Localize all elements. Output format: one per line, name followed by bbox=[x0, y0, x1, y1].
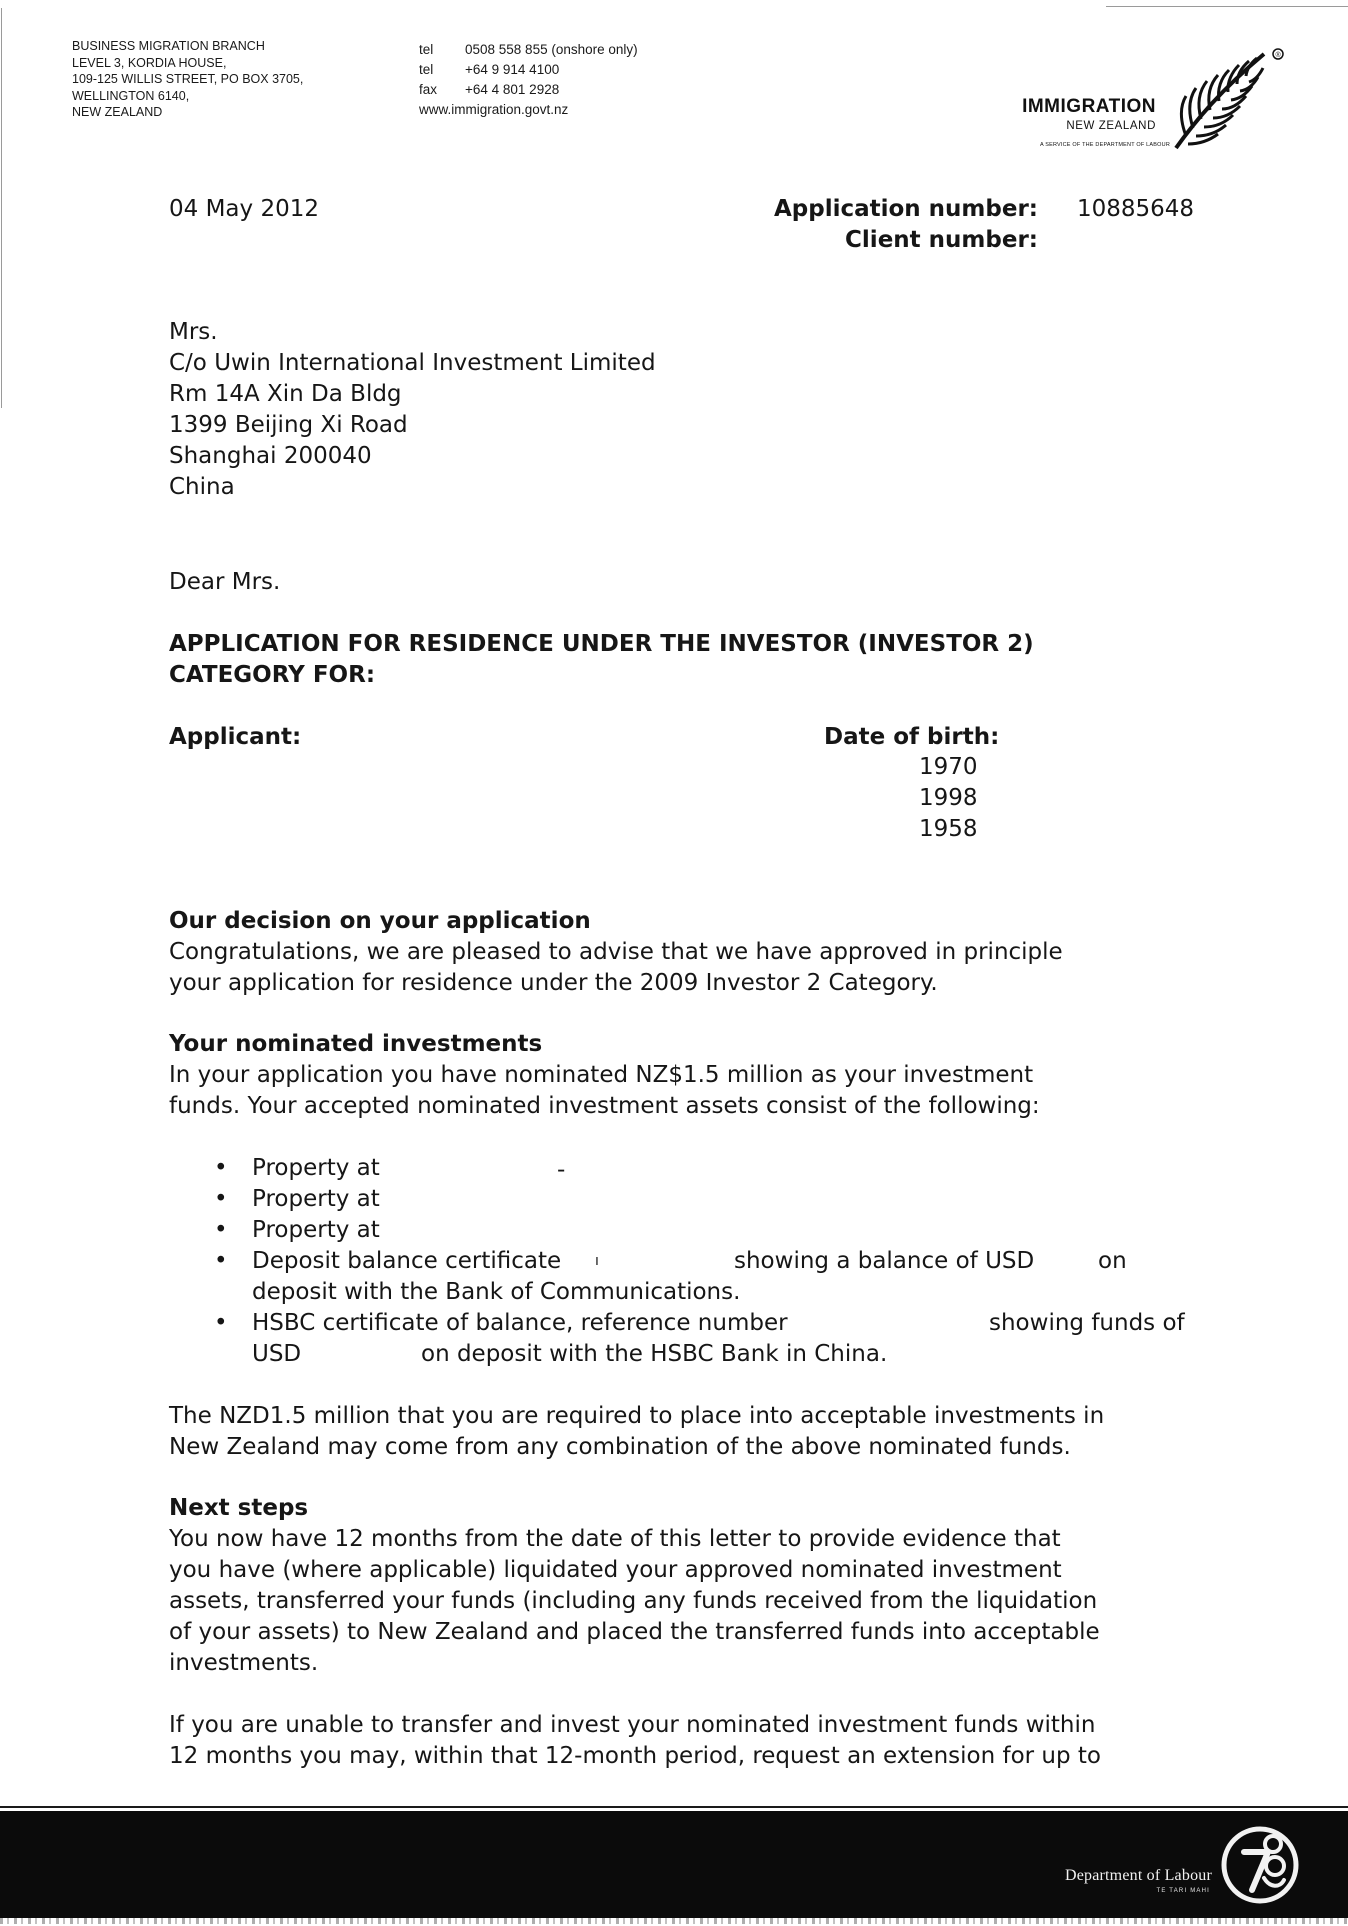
paragraph-line: of your assets) to New Zealand and placed the transferred funds into acceptable bbox=[169, 1619, 1100, 1645]
address-line: NEW ZEALAND bbox=[72, 105, 163, 119]
bullet-icon: • bbox=[214, 1155, 228, 1181]
decision-heading: Our decision on your application bbox=[169, 908, 591, 934]
dob-label: Date of birth: bbox=[824, 724, 1000, 750]
dob-value: 1970 bbox=[919, 754, 978, 780]
paragraph-line: your application for residence under the 2009 Investor 2 Category. bbox=[169, 970, 938, 996]
list-item bbox=[169, 1184, 1229, 1215]
applicant-label: Applicant: bbox=[169, 724, 302, 750]
hsbc-usd-label: USD bbox=[252, 1341, 302, 1367]
subject-heading bbox=[169, 629, 1034, 691]
extension-paragraph bbox=[169, 1710, 1101, 1772]
branch-address bbox=[72, 38, 303, 121]
paragraph-line: You now have 12 months from the date of this letter to provide evidence that bbox=[169, 1526, 1061, 1552]
next-steps-section bbox=[169, 1493, 1100, 1679]
paragraph-line: you have (where applicable) liquidated your approved nominated investment bbox=[169, 1557, 1062, 1583]
property-label: Property at bbox=[252, 1155, 380, 1181]
dob-value: 1998 bbox=[919, 785, 978, 811]
address-line: LEVEL 3, KORDIA HOUSE, bbox=[72, 55, 227, 70]
footer-maori-name: TE TARI MAHI bbox=[1156, 1888, 1210, 1894]
scan-noise-strip bbox=[0, 1918, 1348, 1924]
investments-section bbox=[169, 1029, 1040, 1122]
deposit-certificate-label: Deposit balance certificate bbox=[252, 1248, 562, 1274]
contact-label: fax bbox=[419, 82, 438, 97]
recipient-line: China bbox=[169, 474, 235, 500]
list-item bbox=[169, 1215, 1229, 1246]
investments-summary bbox=[169, 1401, 1104, 1463]
next-steps-heading: Next steps bbox=[169, 1495, 309, 1521]
application-number-label: Application number: bbox=[773, 196, 1038, 222]
footer-band bbox=[0, 1811, 1348, 1918]
paragraph-line: funds. Your accepted nominated investment assets consist of the following: bbox=[169, 1093, 1040, 1119]
contact-value: +64 4 801 2928 bbox=[465, 82, 560, 97]
paragraph-line: Congratulations, we are pleased to advise that we have approved in principle bbox=[169, 939, 1063, 965]
scan-edge-mark bbox=[1, 8, 2, 408]
decision-section bbox=[169, 906, 1063, 999]
property-label: Property at bbox=[252, 1217, 380, 1243]
footer-rule bbox=[0, 1806, 1348, 1808]
paragraph-line: If you are unable to transfer and invest your nominated investment funds within bbox=[169, 1712, 1096, 1738]
hsbc-deposit-text: on deposit with the HSBC Bank in China. bbox=[421, 1341, 888, 1367]
address-line: WELLINGTON 6140, bbox=[72, 88, 190, 103]
immigration-nz-logo bbox=[988, 40, 1288, 160]
client-number-label: Client number: bbox=[845, 227, 1038, 253]
letter-date: 04 May 2012 bbox=[169, 196, 319, 222]
hsbc-certificate-label: HSBC certificate of balance, reference number bbox=[252, 1310, 788, 1336]
list-item bbox=[169, 1153, 1229, 1184]
recipient-line: Mrs. bbox=[169, 319, 218, 345]
footer-department: Department of Labour bbox=[1064, 1867, 1212, 1884]
hsbc-funds-text: showing funds of bbox=[989, 1310, 1185, 1336]
investment-asset-list bbox=[169, 1153, 1229, 1370]
dob-values bbox=[919, 752, 978, 845]
dob-value: 1958 bbox=[919, 816, 978, 842]
paragraph-line: New Zealand may come from any combination of the above nominated funds. bbox=[169, 1434, 1071, 1460]
salutation: Dear Mrs. bbox=[169, 569, 281, 595]
deposit-on-text: on bbox=[1098, 1248, 1127, 1274]
contact-label: tel bbox=[419, 42, 434, 57]
deposit-line-2: deposit with the Bank of Communications. bbox=[252, 1279, 741, 1305]
paragraph-line: assets, transferred your funds (including any funds received from the liquidation bbox=[169, 1588, 1098, 1614]
contact-value: 0508 558 855 (onshore only) bbox=[465, 42, 638, 57]
paragraph-line: investments. bbox=[169, 1650, 319, 1676]
bullet-icon: • bbox=[214, 1310, 228, 1336]
list-item bbox=[169, 1308, 1229, 1370]
redaction-mark: ı bbox=[595, 1253, 599, 1269]
contact-value: +64 9 914 4100 bbox=[465, 62, 560, 77]
paragraph-line: 12 months you may, within that 12-month period, request an extension for up to bbox=[169, 1743, 1102, 1769]
application-number-value: 10885648 bbox=[1077, 196, 1195, 222]
address-line: 109-125 WILLIS STREET, PO BOX 3705, bbox=[72, 72, 304, 86]
paragraph-line: The NZD1.5 million that you are required to place into acceptable investments in bbox=[169, 1403, 1105, 1429]
property-label: Property at bbox=[252, 1186, 380, 1212]
subject-line: APPLICATION FOR RESIDENCE UNDER THE INVESTOR (INVESTOR 2) bbox=[169, 631, 1034, 657]
contact-label: tel bbox=[419, 62, 434, 77]
redaction-mark: - bbox=[557, 1157, 566, 1183]
silver-fern-icon bbox=[1166, 40, 1286, 155]
recipient-line: Shanghai 200040 bbox=[169, 443, 372, 469]
recipient-line: C/o Uwin International Investment Limited bbox=[169, 350, 656, 376]
department-of-labour-logo-icon bbox=[1218, 1822, 1302, 1908]
subject-line: CATEGORY FOR: bbox=[169, 662, 376, 688]
contact-row bbox=[419, 60, 638, 80]
recipient-line: Rm 14A Xin Da Bldg bbox=[169, 381, 402, 407]
contact-row bbox=[419, 80, 638, 100]
contact-block bbox=[419, 40, 638, 120]
bullet-icon: • bbox=[214, 1186, 228, 1212]
svg-text:®: ® bbox=[1275, 52, 1281, 59]
paragraph-line: In your application you have nominated NZ$1.5 million as your investment bbox=[169, 1062, 1034, 1088]
investments-heading: Your nominated investments bbox=[169, 1031, 543, 1057]
list-item bbox=[169, 1246, 1229, 1308]
logo-word: IMMIGRATION bbox=[1022, 96, 1156, 117]
header-rule bbox=[1106, 6, 1348, 7]
deposit-balance-text: showing a balance of USD bbox=[734, 1248, 1035, 1274]
contact-row bbox=[419, 40, 638, 60]
website-link[interactable]: www.immigration.govt.nz bbox=[419, 102, 569, 117]
bullet-icon: • bbox=[214, 1248, 228, 1274]
logo-service-line: A SERVICE OF THE DEPARTMENT OF LABOUR bbox=[1039, 142, 1170, 148]
recipient-address bbox=[169, 317, 656, 503]
address-line: BUSINESS MIGRATION BRANCH bbox=[72, 39, 265, 53]
logo-subtitle: NEW ZEALAND bbox=[1066, 120, 1156, 132]
recipient-line: 1399 Beijing Xi Road bbox=[169, 412, 408, 438]
bullet-icon: • bbox=[214, 1217, 228, 1243]
